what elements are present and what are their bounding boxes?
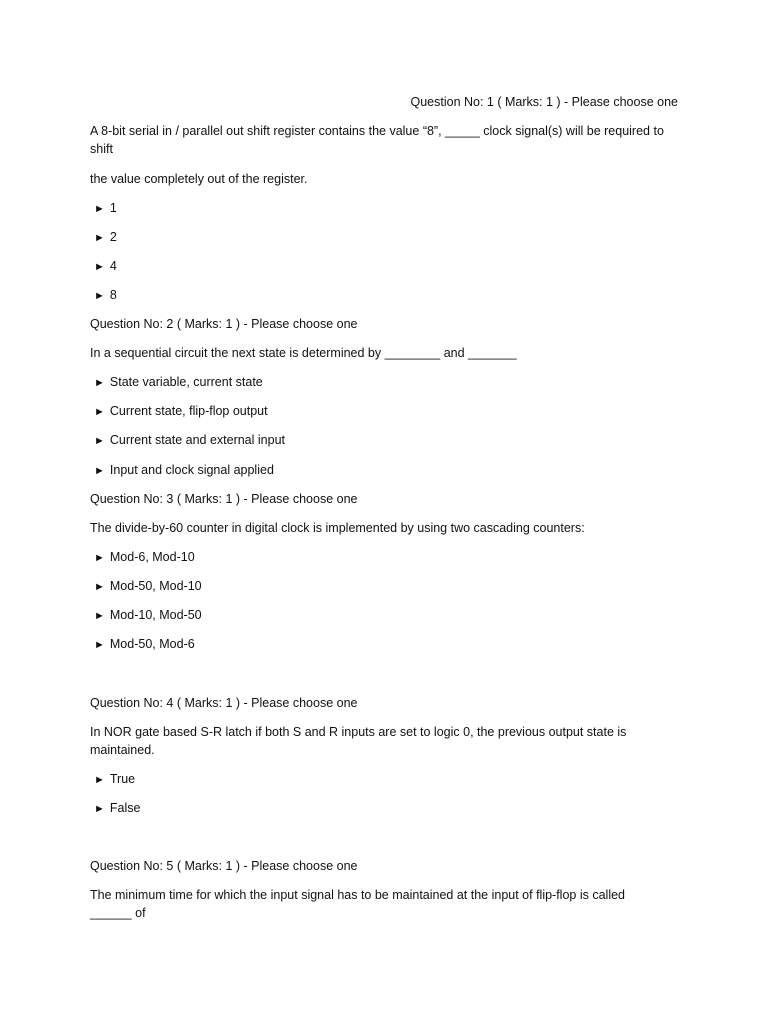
question-2-option-4[interactable] [90,461,690,480]
option-marker-icon: ► [94,803,105,815]
option-label: Current state, flip-flop output [109,404,268,418]
question-2-option-3[interactable] [90,431,690,450]
option-marker-icon: ► [94,406,105,418]
question-3-option-4[interactable] [90,635,690,654]
question-3-option-2[interactable] [90,577,690,596]
option-label: 4 [109,259,117,273]
question-3-option-3[interactable] [90,606,690,625]
option-label: 1 [109,201,117,215]
question-1-option-2[interactable] [90,228,690,247]
question-4-option-1[interactable] [90,770,690,789]
option-marker-icon: ► [94,377,105,389]
option-marker-icon: ► [94,610,105,622]
question-1-text-line-1: A 8-bit serial in / parallel out shift register contains the value “8”, _____ clock signal(s) will be required to shift [90,124,664,156]
question-1-option-1[interactable] [90,199,690,218]
option-marker-icon: ► [94,552,105,564]
option-marker-icon: ► [94,639,105,651]
question-5-header: Question No: 5 ( Marks: 1 ) - Please choose one [90,859,358,873]
question-2-text-line-1: In a sequential circuit the next state is determined by ________ and _______ [90,346,517,360]
question-4-text-line-1: In NOR gate based S-R latch if both S and R inputs are set to logic 0, the previous output state is maintained. [90,725,627,757]
option-marker-icon: ► [94,203,105,215]
question-1-text-line-2: the value completely out of the register. [90,172,308,186]
option-label: State variable, current state [109,375,263,389]
option-label: Mod-50, Mod-6 [109,637,195,651]
option-marker-icon: ► [94,465,105,477]
option-label: Mod-50, Mod-10 [109,579,202,593]
question-2-option-1[interactable] [90,373,690,392]
question-4-header: Question No: 4 ( Marks: 1 ) - Please choose one [90,696,358,710]
option-label: False [109,801,141,815]
option-label: Current state and external input [109,433,285,447]
option-marker-icon: ► [94,261,105,273]
option-marker-icon: ► [94,435,105,447]
option-marker-icon: ► [94,290,105,302]
question-5-text-line-1: The minimum time for which the input signal has to be maintained at the input of flip-flop is called ______ of [90,888,625,920]
question-2-header: Question No: 2 ( Marks: 1 ) - Please choose one [90,317,358,331]
option-label: Mod-10, Mod-50 [109,608,202,622]
option-marker-icon: ► [94,581,105,593]
question-1-option-4[interactable] [90,286,690,305]
question-1-option-3[interactable] [90,257,690,276]
question-3-header: Question No: 3 ( Marks: 1 ) - Please choose one [90,492,358,506]
option-marker-icon: ► [94,232,105,244]
question-3-text-line-1: The divide-by-60 counter in digital clock is implemented by using two cascading counters: [90,521,585,535]
option-label: 8 [109,288,117,302]
question-2-option-2[interactable] [90,402,690,421]
question-4-option-2[interactable] [90,799,690,818]
option-label: 2 [109,230,117,244]
option-label: Input and clock signal applied [109,463,274,477]
question-1-header: Question No: 1 ( Marks: 1 ) - Please choose one [410,95,678,109]
question-3-option-1[interactable] [90,548,690,567]
option-label: Mod-6, Mod-10 [109,550,195,564]
option-marker-icon: ► [94,774,105,786]
option-label: True [109,772,136,786]
